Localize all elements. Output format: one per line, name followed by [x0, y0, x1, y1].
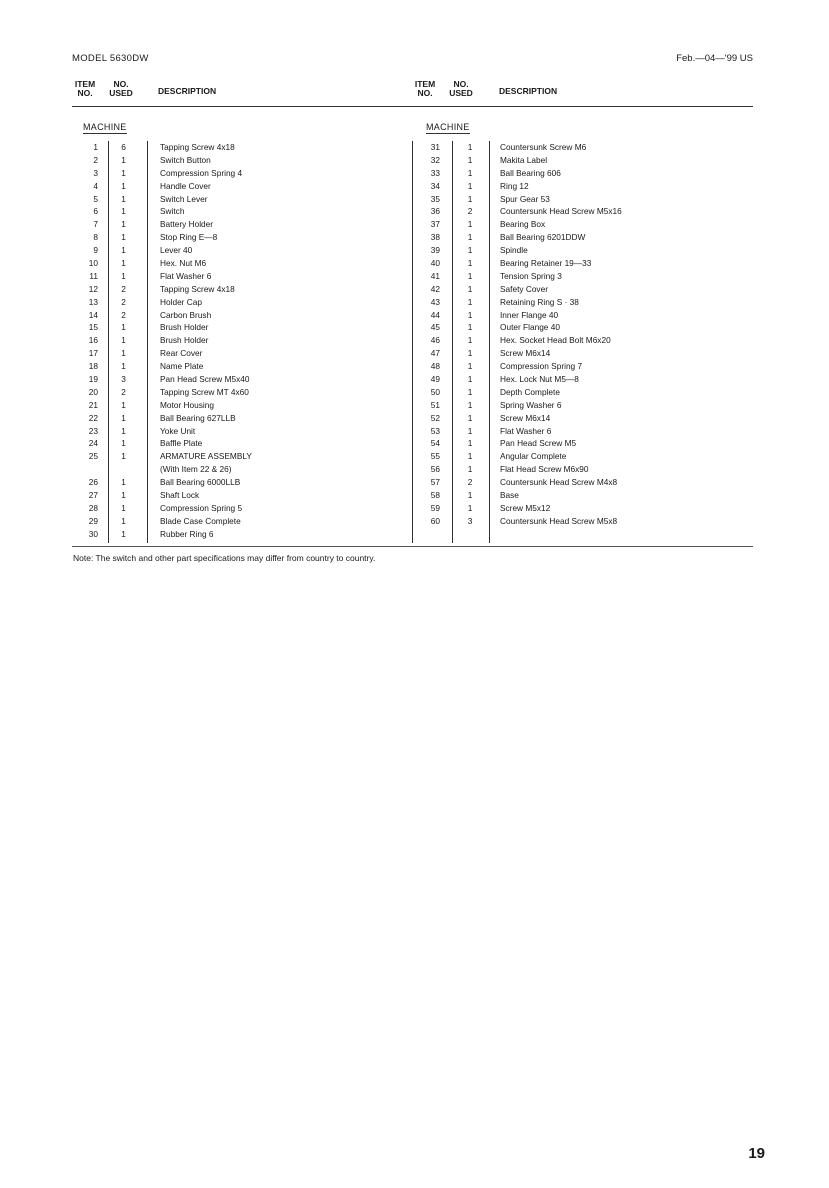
- part-row: [412, 399, 752, 412]
- part-description: Tapping Screw 4x18: [160, 142, 235, 152]
- part-quantity: 1: [121, 193, 126, 204]
- part-item-number: 26: [88, 477, 98, 488]
- part-quantity: 1: [467, 374, 473, 385]
- part-description: Ball Bearing 606: [500, 167, 561, 178]
- part-quantity: 1: [121, 425, 126, 436]
- part-description: Lever 40: [160, 245, 193, 256]
- part-quantity: 1: [121, 154, 126, 165]
- part-row: [412, 296, 752, 309]
- part-description: Screw M5x12: [500, 502, 551, 513]
- description-heading: DESCRIPTION: [158, 86, 217, 96]
- part-row: [72, 283, 402, 296]
- part-quantity: 1: [121, 335, 126, 346]
- part-quantity: 1: [467, 322, 473, 333]
- part-row: [72, 502, 402, 515]
- part-item-number: 31: [430, 142, 440, 152]
- part-quantity: 1: [121, 258, 126, 269]
- part-row: [72, 154, 402, 167]
- no-used-heading: NO. USED: [449, 79, 473, 98]
- part-description: Flat Washer 6: [500, 425, 552, 436]
- part-item-number: 55: [430, 451, 440, 462]
- part-description: Battery Holder: [160, 219, 214, 230]
- part-description: Spur Gear 53: [500, 193, 550, 204]
- part-description: Safety Cover: [500, 283, 548, 294]
- part-row: [412, 257, 752, 270]
- part-description: Inner Flange 40: [500, 309, 559, 320]
- part-item-number: 51: [430, 399, 440, 410]
- part-description: Hex. Socket Head Bolt M6x20: [500, 335, 611, 346]
- part-quantity: 1: [121, 232, 126, 243]
- part-item-number: 25: [88, 451, 98, 462]
- part-row: [72, 244, 402, 257]
- part-description: Yoke Unit: [160, 425, 196, 436]
- part-item-number: 20: [88, 386, 98, 397]
- part-description: Spring Washer 6: [500, 399, 562, 410]
- part-item-number: 46: [430, 335, 440, 346]
- part-description: Switch: [160, 206, 185, 217]
- part-item-number: 33: [430, 167, 440, 178]
- part-quantity: 1: [121, 245, 126, 256]
- part-item-number: 22: [88, 412, 98, 423]
- part-quantity: 1: [121, 167, 126, 178]
- part-quantity: 1: [467, 270, 473, 281]
- part-row: [412, 231, 752, 244]
- part-row: [72, 334, 402, 347]
- part-item-number: 47: [430, 348, 440, 359]
- right-parts-list: [412, 141, 752, 528]
- part-quantity: 1: [467, 232, 473, 243]
- part-quantity: 1: [467, 399, 473, 410]
- part-description: Stop Ring E—8: [160, 232, 218, 243]
- part-quantity: 1: [467, 142, 473, 152]
- part-description: Screw M6x14: [500, 348, 551, 359]
- part-quantity: 1: [467, 258, 473, 269]
- part-quantity: 1: [467, 283, 473, 294]
- part-quantity: 1: [121, 399, 126, 410]
- part-quantity: 2: [121, 386, 126, 397]
- part-item-number: 52: [430, 412, 440, 423]
- header-divider: [72, 106, 753, 107]
- part-quantity: 1: [467, 154, 473, 165]
- part-quantity: 1: [467, 425, 473, 436]
- part-quantity: 2: [467, 206, 473, 217]
- part-item-number: 27: [88, 490, 98, 501]
- part-description: Countersunk Head Screw M5x8: [500, 515, 618, 526]
- part-quantity: 1: [121, 348, 126, 359]
- part-item-number: 21: [88, 399, 98, 410]
- part-quantity: 1: [467, 438, 473, 449]
- part-item-number: 37: [430, 219, 440, 230]
- part-item-number: 9: [93, 245, 98, 256]
- part-row: [412, 360, 752, 373]
- part-item-number: 56: [430, 464, 440, 475]
- part-description: Motor Housing: [160, 399, 214, 410]
- part-item-number: 1: [93, 142, 98, 152]
- part-row: [72, 296, 402, 309]
- part-quantity: 1: [467, 296, 473, 307]
- part-row: [412, 141, 752, 154]
- part-row: [72, 141, 402, 154]
- part-quantity: 1: [121, 219, 126, 230]
- part-item-number: 38: [430, 232, 440, 243]
- part-item-number: 16: [88, 335, 98, 346]
- part-row: [412, 218, 752, 231]
- part-row: [412, 334, 752, 347]
- part-item-number: 29: [88, 515, 98, 526]
- part-description: Compression Spring 7: [500, 361, 583, 372]
- part-description: Ball Bearing 6201DDW: [500, 232, 586, 243]
- part-row: [412, 193, 752, 206]
- part-row: [412, 476, 752, 489]
- part-item-number: 53: [430, 425, 440, 436]
- part-description: Hex. Nut M6: [160, 258, 207, 269]
- part-quantity: 1: [121, 477, 126, 488]
- part-description: Pan Head Screw M5x40: [160, 374, 250, 385]
- part-item-number: 11: [89, 270, 98, 281]
- model-number: MODEL 5630DW: [72, 53, 149, 64]
- part-item-number: 15: [88, 322, 98, 333]
- part-description: Tapping Screw MT 4x60: [160, 386, 249, 397]
- part-item-number: 6: [93, 206, 98, 217]
- part-row: [412, 373, 752, 386]
- part-description: Depth Complete: [500, 386, 560, 397]
- no-used-heading: NO. USED: [109, 79, 133, 98]
- part-description: Base: [500, 490, 519, 501]
- part-row: [72, 180, 402, 193]
- part-description: Ball Bearing 627LLB: [160, 412, 236, 423]
- part-quantity: 1: [121, 490, 126, 501]
- part-item-number: 7: [93, 219, 98, 230]
- part-quantity: 1: [467, 464, 473, 475]
- part-description: Makita Label: [500, 154, 548, 165]
- part-row: [412, 154, 752, 167]
- part-row: [72, 321, 402, 334]
- part-description: Blade Case Complete: [160, 515, 241, 526]
- part-item-number: 10: [88, 258, 98, 269]
- part-item-number: 17: [88, 348, 98, 359]
- part-row: [412, 450, 752, 463]
- part-quantity: 3: [121, 374, 126, 385]
- part-item-number: 41: [430, 270, 440, 281]
- part-quantity: 1: [467, 451, 473, 462]
- part-item-number: 48: [430, 361, 440, 372]
- section-label-machine: MACHINE: [83, 122, 127, 132]
- part-item-number: 39: [430, 245, 440, 256]
- part-row: [412, 425, 752, 438]
- part-quantity: 1: [467, 412, 473, 423]
- part-item-number: 19: [88, 374, 98, 385]
- part-description: Compression Spring 5: [160, 502, 243, 513]
- part-description: Bearing Retainer 19—33: [500, 258, 592, 269]
- part-row: [72, 489, 402, 502]
- revision-date: Feb.—04—'99 US: [676, 53, 753, 64]
- part-quantity: 1: [467, 309, 473, 320]
- part-row: [72, 515, 402, 528]
- part-item-number: 35: [430, 193, 440, 204]
- part-item-number: 43: [430, 296, 440, 307]
- part-row: [72, 193, 402, 206]
- part-description: Rear Cover: [160, 348, 203, 359]
- part-description: Flat Washer 6: [160, 270, 212, 281]
- part-quantity: 1: [121, 502, 126, 513]
- part-item-number: 8: [93, 232, 98, 243]
- part-quantity: 1: [467, 219, 473, 230]
- part-description: Rubber Ring 6: [160, 528, 214, 539]
- part-row: [412, 321, 752, 334]
- part-item-number: 44: [430, 309, 440, 320]
- part-row: [412, 309, 752, 322]
- part-description: Carbon Brush: [160, 309, 212, 320]
- part-item-number: 14: [88, 309, 98, 320]
- part-item-number: 45: [430, 322, 440, 333]
- part-description: Shaft Lock: [160, 490, 200, 501]
- part-quantity: 2: [121, 296, 126, 307]
- part-row: [412, 244, 752, 257]
- part-description: Ring 12: [500, 180, 529, 191]
- part-quantity: 6: [121, 142, 126, 152]
- part-description: Name Plate: [160, 361, 204, 372]
- part-description: Outer Flange 40: [500, 322, 560, 333]
- part-item-number: 23: [88, 425, 98, 436]
- part-description: Countersunk Screw M6: [500, 142, 587, 152]
- part-row: [412, 463, 752, 476]
- part-description: Tension Spring 3: [500, 270, 562, 281]
- part-item-number: 40: [430, 258, 440, 269]
- left-parts-list: [72, 141, 402, 541]
- part-row: [72, 476, 402, 489]
- part-item-number: 34: [430, 180, 440, 191]
- part-description: Compression Spring 4: [160, 167, 243, 178]
- part-description: Countersunk Head Screw M5x16: [500, 206, 622, 217]
- part-row: [72, 167, 402, 180]
- part-item-number: 5: [93, 193, 98, 204]
- part-quantity: 1: [121, 528, 126, 539]
- part-description: Bearing Box: [500, 219, 546, 230]
- part-row: [72, 347, 402, 360]
- part-quantity: 1: [121, 270, 126, 281]
- part-item-number: 32: [430, 154, 440, 165]
- part-row: [412, 205, 752, 218]
- part-description: Ball Bearing 6000LLB: [160, 477, 241, 488]
- part-quantity: 1: [467, 348, 473, 359]
- section-label-machine: MACHINE: [426, 122, 470, 132]
- part-row: [412, 515, 752, 528]
- part-item-number: 28: [88, 502, 98, 513]
- part-quantity: 1: [121, 361, 126, 372]
- part-row: [72, 528, 402, 541]
- part-row: [72, 270, 402, 283]
- part-description: Brush Holder: [160, 322, 209, 333]
- part-description: Countersunk Head Screw M4x8: [500, 477, 618, 488]
- part-item-number: 54: [430, 438, 440, 449]
- part-row: [412, 180, 752, 193]
- item-no-heading: ITEM NO.: [74, 79, 96, 98]
- part-quantity: 1: [121, 438, 126, 449]
- part-row: [72, 463, 402, 476]
- part-quantity: 1: [121, 515, 126, 526]
- part-row: [72, 450, 402, 463]
- part-description: Tapping Screw 4x18: [160, 283, 235, 294]
- part-row: [412, 270, 752, 283]
- part-row: [412, 347, 752, 360]
- part-description: (With Item 22 & 26): [160, 464, 232, 475]
- part-item-number: 13: [88, 296, 98, 307]
- part-description: Angular Complete: [500, 451, 567, 462]
- part-quantity: 1: [467, 180, 473, 191]
- part-quantity: 1: [121, 206, 126, 217]
- part-row: [412, 386, 752, 399]
- part-description: Pan Head Screw M5: [500, 438, 577, 449]
- part-description: Handle Cover: [160, 180, 211, 191]
- description-heading: DESCRIPTION: [499, 86, 558, 96]
- part-item-number: 49: [430, 374, 440, 385]
- part-description: Holder Cap: [160, 296, 202, 307]
- part-row: [72, 425, 402, 438]
- part-item-number: 24: [88, 438, 98, 449]
- part-quantity: 1: [121, 322, 126, 333]
- part-quantity: 1: [121, 451, 126, 462]
- part-quantity: 1: [121, 180, 126, 191]
- part-item-number: 18: [88, 361, 98, 372]
- part-item-number: 50: [430, 386, 440, 397]
- part-row: [72, 360, 402, 373]
- part-quantity: 2: [121, 309, 126, 320]
- part-row: [412, 502, 752, 515]
- part-row: [412, 167, 752, 180]
- part-quantity: 1: [467, 361, 473, 372]
- part-row: [72, 412, 402, 425]
- part-item-number: 36: [430, 206, 440, 217]
- part-row: [72, 231, 402, 244]
- part-row: [412, 283, 752, 296]
- part-row: [72, 205, 402, 218]
- part-row: [72, 218, 402, 231]
- item-no-heading: ITEM NO.: [414, 79, 436, 98]
- table-bottom-rule: [72, 546, 753, 547]
- part-description: Hex. Lock Nut M5—8: [500, 374, 579, 385]
- footnote: Note: The switch and other part specifications may differ from country to country.: [73, 553, 376, 563]
- part-description: Screw M6x14: [500, 412, 551, 423]
- part-item-number: 58: [430, 490, 440, 501]
- part-item-number: 57: [430, 477, 440, 488]
- part-row: [72, 373, 402, 386]
- part-item-number: 60: [430, 515, 440, 526]
- part-description: Baffle Plate: [160, 438, 203, 449]
- part-description: Switch Button: [160, 154, 211, 165]
- part-quantity: 1: [467, 502, 473, 513]
- part-item-number: 30: [88, 528, 98, 539]
- part-item-number: 42: [430, 283, 440, 294]
- part-quantity: 1: [467, 193, 473, 204]
- part-row: [72, 399, 402, 412]
- part-item-number: 59: [430, 502, 440, 513]
- part-row: [72, 309, 402, 322]
- part-item-number: 12: [88, 283, 98, 294]
- part-description: ARMATURE ASSEMBLY: [160, 451, 252, 462]
- part-quantity: 1: [467, 245, 473, 256]
- part-quantity: 2: [121, 283, 126, 294]
- part-quantity: 1: [121, 412, 126, 423]
- part-item-number: 3: [93, 167, 98, 178]
- part-description: Switch Lever: [160, 193, 208, 204]
- part-row: [72, 437, 402, 450]
- part-quantity: 3: [467, 515, 473, 526]
- page-number: 19: [748, 1145, 765, 1162]
- part-quantity: 1: [467, 335, 473, 346]
- part-description: Spindle: [500, 245, 528, 256]
- part-row: [72, 386, 402, 399]
- part-description: Retaining Ring S · 38: [500, 296, 579, 307]
- part-description: Brush Holder: [160, 335, 209, 346]
- part-item-number: 2: [93, 154, 98, 165]
- part-quantity: 1: [467, 490, 473, 501]
- part-quantity: 1: [467, 386, 473, 397]
- part-quantity: 1: [467, 167, 473, 178]
- part-row: [412, 412, 752, 425]
- part-row: [412, 437, 752, 450]
- part-description: Flat Head Screw M6x90: [500, 464, 589, 475]
- part-quantity: 2: [467, 477, 473, 488]
- part-row: [72, 257, 402, 270]
- part-item-number: 4: [93, 180, 98, 191]
- part-row: [412, 489, 752, 502]
